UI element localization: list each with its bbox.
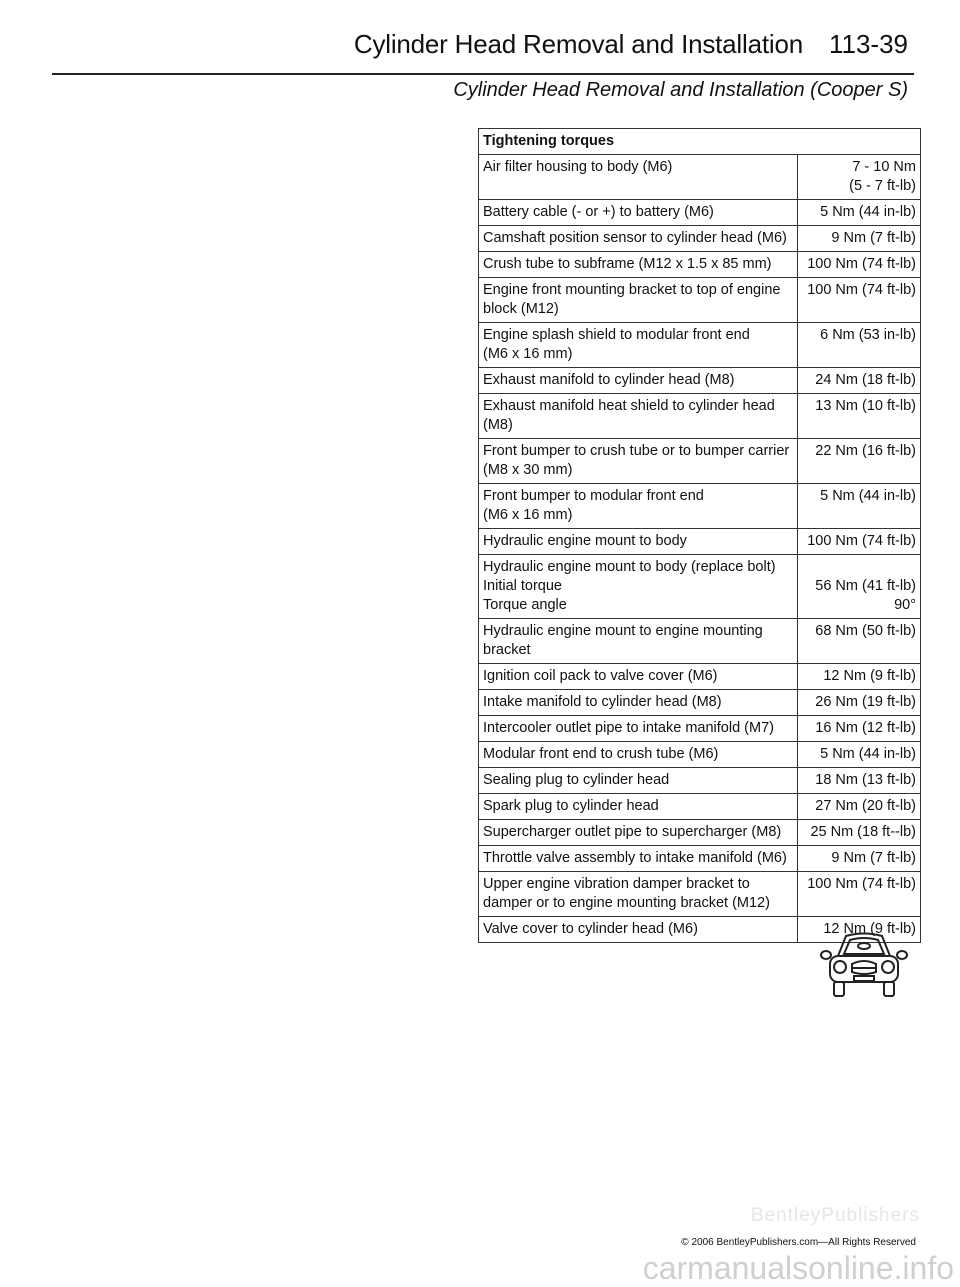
description-line: Front bumper to modular front end <box>483 488 704 504</box>
torque-item-description <box>479 155 798 200</box>
torque-item-description <box>479 820 798 846</box>
description-line: bracket <box>483 642 531 658</box>
torque-value <box>798 872 921 917</box>
torque-value <box>798 484 921 529</box>
description-line: Air filter housing to body (M6) <box>483 159 673 175</box>
value-line: 12 Nm (9 ft-lb) <box>823 921 916 937</box>
table-row <box>479 529 921 555</box>
value-line: 25 Nm (18 ft--lb) <box>810 824 916 840</box>
torque-value <box>798 252 921 278</box>
torque-item-description <box>479 742 798 768</box>
value-line: 16 Nm (12 ft-lb) <box>815 720 916 736</box>
table-row <box>479 394 921 439</box>
description-line: Intake manifold to cylinder head (M8) <box>483 694 722 710</box>
description-line: Sealing plug to cylinder head <box>483 772 670 788</box>
torque-item-description <box>479 872 798 917</box>
description-line: Front bumper to crush tube or to bumper carrier <box>483 443 790 459</box>
torque-value <box>798 768 921 794</box>
value-line: 24 Nm (18 ft-lb) <box>815 372 916 388</box>
value-line: 5 Nm (44 in-lb) <box>820 488 916 504</box>
description-line: Upper engine vibration damper bracket to <box>483 876 750 892</box>
table-row <box>479 846 921 872</box>
torque-value <box>798 619 921 664</box>
value-line: 56 Nm (41 ft-lb) <box>815 578 916 594</box>
torque-value <box>798 742 921 768</box>
table-row <box>479 200 921 226</box>
value-line: 5 Nm (44 in-lb) <box>820 204 916 220</box>
torque-item-description <box>479 252 798 278</box>
torque-item-description <box>479 555 798 619</box>
torque-value <box>798 529 921 555</box>
torque-item-description <box>479 794 798 820</box>
torque-value <box>798 155 921 200</box>
value-line: 100 Nm (74 ft-lb) <box>807 256 916 272</box>
table-row <box>479 742 921 768</box>
site-watermark: carmanualsonline.info <box>642 1250 954 1286</box>
value-line: 27 Nm (20 ft-lb) <box>815 798 916 814</box>
tightening-torques-table <box>478 128 921 943</box>
table-row <box>479 619 921 664</box>
value-line: 26 Nm (19 ft-lb) <box>815 694 916 710</box>
value-line: 13 Nm (10 ft-lb) <box>815 398 916 414</box>
torque-item-description <box>479 690 798 716</box>
description-line: damper or to engine mounting bracket (M12) <box>483 895 770 911</box>
torque-item-description <box>479 368 798 394</box>
description-line: Exhaust manifold heat shield to cylinder head <box>483 398 775 414</box>
torque-item-description <box>479 278 798 323</box>
table-row <box>479 155 921 200</box>
value-line: 5 Nm (44 in-lb) <box>820 746 916 762</box>
table-row <box>479 555 921 619</box>
header-divider <box>52 73 914 75</box>
torque-value <box>798 200 921 226</box>
value-line: 100 Nm (74 ft-lb) <box>807 876 916 892</box>
table-row <box>479 872 921 917</box>
description-line: Supercharger outlet pipe to supercharger (M8) <box>483 824 782 840</box>
table-row <box>479 323 921 368</box>
torque-value <box>798 226 921 252</box>
description-line: Ignition coil pack to valve cover (M6) <box>483 668 718 684</box>
torque-value <box>798 820 921 846</box>
torque-value <box>798 690 921 716</box>
torque-value <box>798 664 921 690</box>
value-line: 100 Nm (74 ft-lb) <box>807 282 916 298</box>
torque-value <box>798 394 921 439</box>
value-line: 22 Nm (16 ft-lb) <box>815 443 916 459</box>
description-line: Hydraulic engine mount to body (replace bolt) <box>483 559 776 575</box>
torque-value <box>798 846 921 872</box>
value-line: 9 Nm (7 ft-lb) <box>831 850 916 866</box>
value-line: 12 Nm (9 ft-lb) <box>823 668 916 684</box>
table-row <box>479 690 921 716</box>
page-header <box>308 28 908 60</box>
value-line: 9 Nm (7 ft-lb) <box>831 230 916 246</box>
value-line: 68 Nm (50 ft-lb) <box>815 623 916 639</box>
torque-value <box>798 555 921 619</box>
description-line: Engine front mounting bracket to top of engine <box>483 282 781 298</box>
table-row <box>479 794 921 820</box>
torque-item-description <box>479 716 798 742</box>
table-heading: Tightening torques <box>479 129 921 155</box>
description-line: (M8) <box>483 417 513 433</box>
description-line: Camshaft position sensor to cylinder head (M6) <box>483 230 787 246</box>
torque-item-description <box>479 664 798 690</box>
description-line: Initial torque <box>483 578 562 594</box>
description-line: (M6 x 16 mm) <box>483 346 573 362</box>
description-line: Hydraulic engine mount to engine mounting <box>483 623 763 639</box>
torque-item-description <box>479 439 798 484</box>
torque-value <box>798 794 921 820</box>
description-line: Intercooler outlet pipe to intake manifold (M7) <box>483 720 774 736</box>
table-row <box>479 716 921 742</box>
value-line: 6 Nm (53 in-lb) <box>820 327 916 343</box>
publisher-watermark: BentleyPublishers <box>750 1205 920 1226</box>
section-subtitle: Cylinder Head Removal and Installation (Cooper S) <box>453 79 908 101</box>
torque-item-description <box>479 226 798 252</box>
torque-value <box>798 368 921 394</box>
description-line: Crush tube to subframe (M12 x 1.5 x 85 mm) <box>483 256 772 272</box>
description-line: Hydraulic engine mount to body <box>483 533 687 549</box>
torque-value <box>798 716 921 742</box>
value-line: 18 Nm (13 ft-lb) <box>815 772 916 788</box>
mini-cooper-car-icon <box>818 928 910 1000</box>
table-row <box>479 226 921 252</box>
torque-item-description <box>479 323 798 368</box>
table-row <box>479 252 921 278</box>
description-line: Spark plug to cylinder head <box>483 798 659 814</box>
torque-item-description <box>479 768 798 794</box>
torque-item-description <box>479 529 798 555</box>
description-line: (M6 x 16 mm) <box>483 507 573 523</box>
copyright-notice: © 2006 BentleyPublishers.com—All Rights Reserved <box>681 1237 916 1248</box>
table-row <box>479 278 921 323</box>
table-row <box>479 768 921 794</box>
table-row <box>479 368 921 394</box>
torque-item-description <box>479 200 798 226</box>
value-line: (5 - 7 ft-lb) <box>849 178 916 194</box>
page-number: 113-39 <box>828 29 908 59</box>
torque-value <box>798 323 921 368</box>
description-line: Torque angle <box>483 597 567 613</box>
torque-value <box>798 439 921 484</box>
torque-value <box>798 278 921 323</box>
torque-item-description <box>479 394 798 439</box>
description-line: Valve cover to cylinder head (M6) <box>483 921 698 937</box>
table-row <box>479 664 921 690</box>
table-row <box>479 439 921 484</box>
table-row <box>479 484 921 529</box>
page-title: Cylinder Head Removal and Installation <box>353 29 803 59</box>
value-line: 100 Nm (74 ft-lb) <box>807 533 916 549</box>
torque-item-description <box>479 619 798 664</box>
torque-item-description <box>479 917 798 943</box>
description-line: Engine splash shield to modular front end <box>483 327 750 343</box>
description-line: Battery cable (- or +) to battery (M6) <box>483 204 714 220</box>
description-line: Throttle valve assembly to intake manifold (M6) <box>483 850 787 866</box>
torque-item-description <box>479 484 798 529</box>
description-line: Exhaust manifold to cylinder head (M8) <box>483 372 735 388</box>
value-line: 90° <box>894 597 916 613</box>
table-body <box>479 129 921 943</box>
torque-item-description <box>479 846 798 872</box>
table-row <box>479 820 921 846</box>
value-line <box>802 558 916 577</box>
table-heading-row <box>479 129 921 155</box>
description-line: (M8 x 30 mm) <box>483 462 573 478</box>
value-line: 7 - 10 Nm <box>852 159 916 175</box>
description-line: block (M12) <box>483 301 559 317</box>
description-line: Modular front end to crush tube (M6) <box>483 746 719 762</box>
